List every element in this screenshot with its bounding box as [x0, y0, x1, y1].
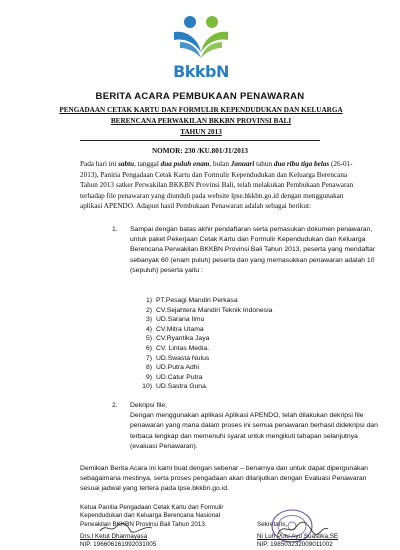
intro-text: , tanggal [134, 160, 161, 168]
intro-day: sabtu [118, 160, 135, 168]
item-2-number: 2. [112, 402, 118, 409]
subtitle-line: TAHUN 2013 [180, 128, 222, 136]
company-name: UD.Swasta Nulus [156, 354, 210, 362]
list-item [140, 382, 272, 392]
secretary-signature [257, 533, 338, 550]
list-number: 7) [145, 354, 152, 362]
intro-paragraph [80, 159, 368, 212]
list-item [140, 334, 272, 344]
item-1-line: sebanyak 60 (enam puluh) peserta dan yang memasukkan penawaran adalah 10 [130, 256, 375, 264]
closing-line: sebagaimana mestinya, serta proses pengadaan akan dilanjutkan dengan Evaluasi Penawaran [80, 475, 367, 483]
logo-wordmark: BkkbN [173, 62, 229, 81]
intro-date: dua puluh enam [160, 160, 210, 168]
document-title: BERITA ACARA PEMBUKAAN PENAWARAN [95, 91, 305, 102]
divider [80, 140, 320, 141]
item-1-number: 1. [112, 226, 118, 233]
item-2-line: penawaran yang mana dalam proses ini semua penawaran berhasil didekripsi dan [130, 422, 378, 430]
chair-nip: NIP. 196606161992031005 [80, 541, 157, 549]
company-name: CV.Sejahtera Mandiri Teknik Indonesia [156, 306, 273, 314]
intro-line: 2013), Panitia Pengadaan Cetak Kartu dan Formulir Kependudukan dan Keluarga Berencana [80, 170, 348, 179]
document-number: NOMOR: 230 /KU.801/J1/2013 [151, 147, 249, 155]
company-name: UD.Putra Adhi [156, 364, 200, 372]
closing-line: sesuai jadwal yang tertera pada lpse.bkkbn.go.id. [80, 485, 229, 493]
list-item [140, 363, 272, 373]
list-item [140, 325, 272, 335]
intro-text: tahun [254, 160, 274, 168]
list-number: 5) [145, 335, 152, 343]
subtitle-line: PENGADAAN CETAK KARTU DAN FORMULIR KEPENDUDUKAN DAN KELUARGA [59, 106, 343, 114]
intro-line: terhadap file penawaran yang diunduh pada website lpse.bkkbn.go.id dengan menggunakan [80, 191, 344, 200]
item-2-line: Dekripsi file; [130, 402, 168, 409]
intro-text: (26-01- [329, 160, 353, 168]
list-number: 9) [145, 373, 152, 381]
subtitle-line: BERENCANA PERWAKILAN BKKBN PROVINSI BALI [110, 117, 292, 125]
list-number: 8) [145, 364, 152, 372]
intro-line-1 [80, 159, 368, 170]
secretary-nip: NIP. 198503232009011002 [257, 541, 333, 549]
list-item [140, 315, 272, 325]
closing-line: Demikian Berita Acara ini kami buat dengan sebenar – benarnya dan untuk dapat dipergunakan [80, 465, 368, 472]
secretary-label: Sekretaris, [257, 521, 288, 528]
list-number: 3) [145, 316, 152, 324]
intro-text: , bulan [209, 160, 231, 168]
list-item [140, 354, 272, 364]
chair-title-line: Ketua Panitia Pengadaan Cetak Kartu dan Formulir [80, 504, 224, 511]
company-name: UD.Sarana Ilmu [156, 316, 205, 324]
list-number: 6) [145, 344, 152, 352]
list-number: 1) [145, 297, 152, 304]
company-name: CV. Lintas Media. [156, 344, 210, 352]
intro-text: Pada hari ini [80, 160, 119, 168]
item-1-line: untuk paket Pekerjaan Cetak Kartu dan Formulir Kependudukan dan Keluarga [130, 236, 366, 244]
company-name: PT.Pesagi Mandiri Perkasa [156, 297, 238, 304]
document-subtitle [44, 105, 358, 138]
item-1-line: Sampai dengan batas akhir pendaftaran serta pemasukan dokumen penawaran, [130, 226, 373, 233]
list-number: 10) [142, 383, 152, 391]
company-name: CV.Mitra Utama [156, 325, 204, 333]
chair-title-line: Perwakilan BKKBN Provinsi Bali Tahun 2013. [80, 520, 207, 528]
item-1-line: (sepuluh) peserta yaitu : [130, 266, 203, 274]
list-item [140, 296, 272, 306]
chair-name: Drs.I Ketut Dharmayasa [80, 533, 148, 540]
item-2-line: (evaluasi Penawaran). [130, 442, 198, 450]
intro-line: aplikasi APENDO. Adapun hasil Pembukaan Penawaran adalah sebagai berikut: [80, 202, 311, 211]
item-2-line: terbaca lengkap dan memenuhi syarat untuk mengikuti tahapan selanjutnya [130, 432, 358, 440]
list-item [140, 373, 272, 383]
closing-paragraph [80, 464, 370, 495]
company-list [140, 296, 272, 392]
item-1-line: Berencana Perwakilan BKKBN Provinsi Bali Tahun 2013, peserta yang mendaftar [130, 246, 376, 254]
company-name: UD.Sastra Guna. [156, 383, 208, 391]
company-name: CV.Ryantika Jaya [156, 335, 210, 343]
list-number: 4) [145, 325, 152, 333]
chair-title-line: Kependudukan dan Keluarga Berencana Nasional [80, 512, 221, 520]
item-1-text [130, 225, 380, 276]
intro-year: dua ribu tiga belas [273, 160, 330, 168]
intro-line: Tahun 2013 satker Perwakilan BKKBN Provinsi Bali, telah melakukan Pembukaan Penawaran [80, 181, 354, 190]
list-number: 2) [145, 306, 152, 314]
secretary-name: Ni Luh Putu Ayu Suastika,SE [257, 533, 339, 540]
list-item [140, 306, 272, 316]
item-2-text [130, 401, 380, 452]
company-name: UD.Catur Putra [156, 373, 203, 381]
item-2-line: Dengan menggunakan aplikasi Aplikasi APENDO, telah dilakukan dekripsi file [130, 412, 364, 420]
chair-signature [80, 533, 156, 550]
intro-month: Januari [230, 160, 255, 168]
list-item [140, 344, 272, 354]
